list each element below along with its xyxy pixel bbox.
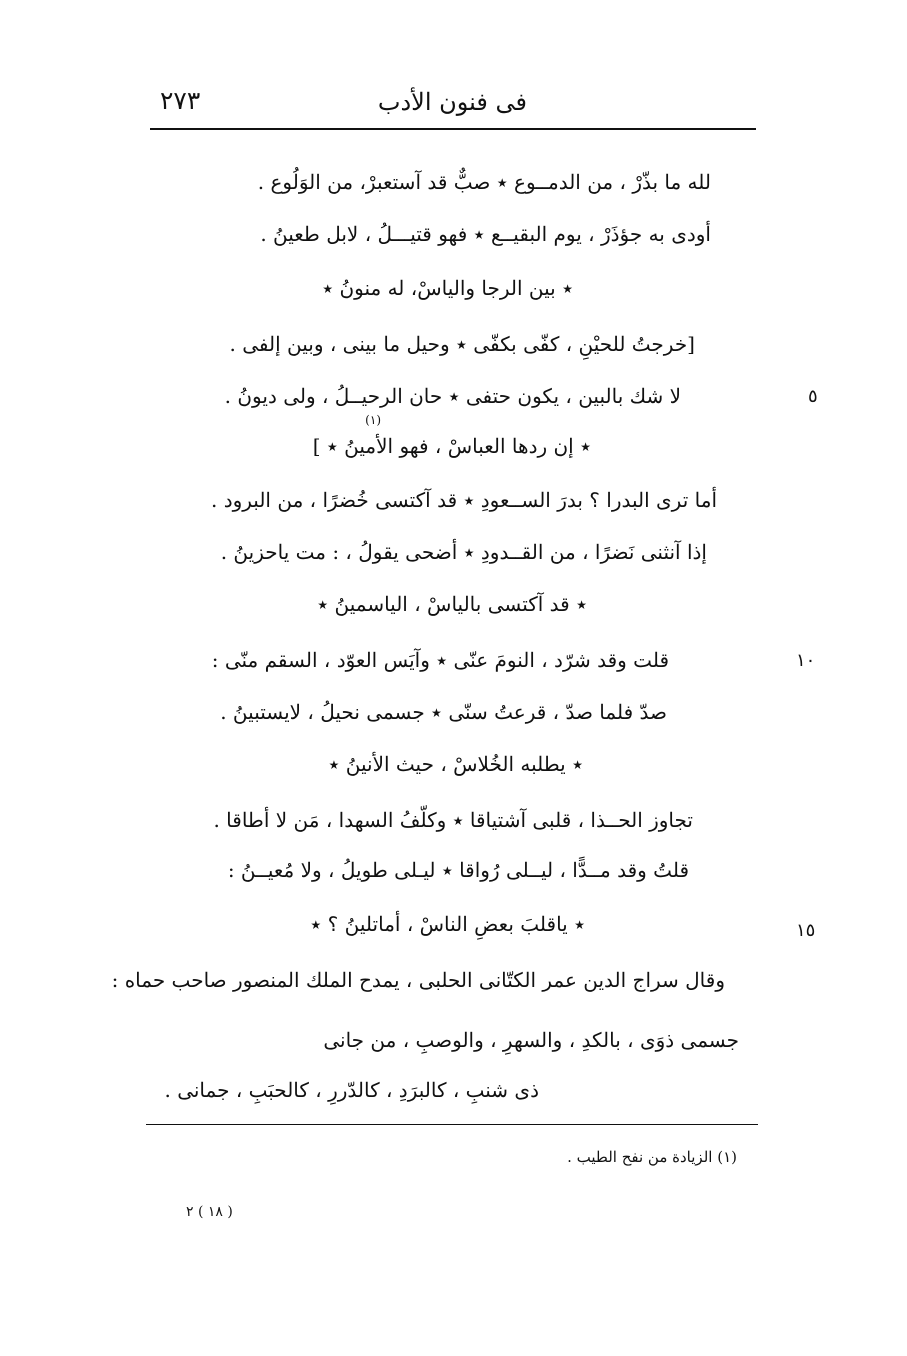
verse-line: قلت وقد شرّد ، النومَ عنّى ٭ وآيَس العوّد ، السقم منّى : bbox=[211, 648, 669, 672]
margin-line-number: ١٥ bbox=[796, 920, 816, 941]
refrain-line: ٭ ياقلبَ بعضِ الناسْ ، أماتلينُ ؟ ٭ bbox=[310, 912, 585, 936]
verse-line: صدّ فلما صدّ ، قرعتُ سنّى ٭ جسمى نحيلُ ، لايستبينُ . bbox=[220, 700, 667, 724]
verse-line: لا شك بالبين ، يكون حتفى ٭ حان الرحيــلُ ، ولى ديونُ . bbox=[224, 384, 681, 408]
page-number: ٢٧٣ bbox=[160, 86, 201, 115]
margin-line-number: ٥ bbox=[808, 386, 818, 407]
refrain-line: ٭ إن ردها العباسْ ، فهو الأمينُ ٭ ] bbox=[312, 434, 591, 458]
verse-line: جسمى ذوَى ، بالكدِ ، والسهرِ ، والوصبِ ، من جانى bbox=[323, 1028, 739, 1052]
refrain-line: ٭ يطلبه الخُلاسْ ، حيث الأنينُ ٭ bbox=[328, 752, 583, 776]
prose-line: وقال سراج الدين عمر الكتّانى الحلبى ، يمدح الملك المنصور صاحب حماه : bbox=[111, 968, 725, 992]
running-title: فى فنون الأدب bbox=[377, 88, 527, 116]
verse-line: قلتُ وقد مــدًّا ، ليــلى رُواقا ٭ ليـلى طويلُ ، ولا مُعيــنُ : bbox=[227, 858, 689, 882]
footnote-rule bbox=[146, 1124, 758, 1125]
footnote-marker: (١) bbox=[365, 413, 381, 427]
signature-mark: ( ١٨ ) ٢ bbox=[186, 1204, 233, 1220]
verse-line: أودى به جؤذَرْ ، يوم البقيــع ٭ فهو قتيـــلُ ، لابل طعينُ . bbox=[260, 222, 711, 246]
verse-line: ذى شنبِ ، كالبرَدِ ، كالدّررِ ، كالحبَبِ ، جمانى . bbox=[164, 1078, 539, 1102]
refrain-line: ٭ بين الرجا والياسْ، له منونُ ٭ bbox=[322, 276, 573, 300]
header-rule bbox=[150, 128, 756, 130]
verse-line: أما ترى البدرا ؟ بدرَ الســعودِ ٭ قد آكتسى خُضرًا ، من البرود . bbox=[210, 488, 717, 512]
verse-line: تجاوز الحــذا ، قلبى آشتياقا ٭ وكلّفُ السهدا ، مَن لا أطاقا . bbox=[213, 808, 693, 832]
margin-line-number: ١٠ bbox=[796, 650, 816, 671]
refrain-line: ٭ قد آكتسى بالياسْ ، الياسمينُ ٭ bbox=[317, 592, 587, 616]
footnote: (١) الزيادة من نفح الطيب . bbox=[567, 1148, 737, 1166]
verse-line: إذا آنثنى نَضرًا ، من القــدودِ ٭ أضحى يقولُ ، : مت ياحزينُ . bbox=[220, 540, 707, 564]
verse-line: لله ما بذّرْ ، من الدمــوع ٭ صبٌّ قد آستعبرْ، من الوَلُوع . bbox=[257, 170, 711, 194]
verse-line: [خرجتُ للحيْنِ ، كفّى بكفّى ٭ وحيل ما بينى ، وبين إلفى . bbox=[229, 332, 695, 356]
